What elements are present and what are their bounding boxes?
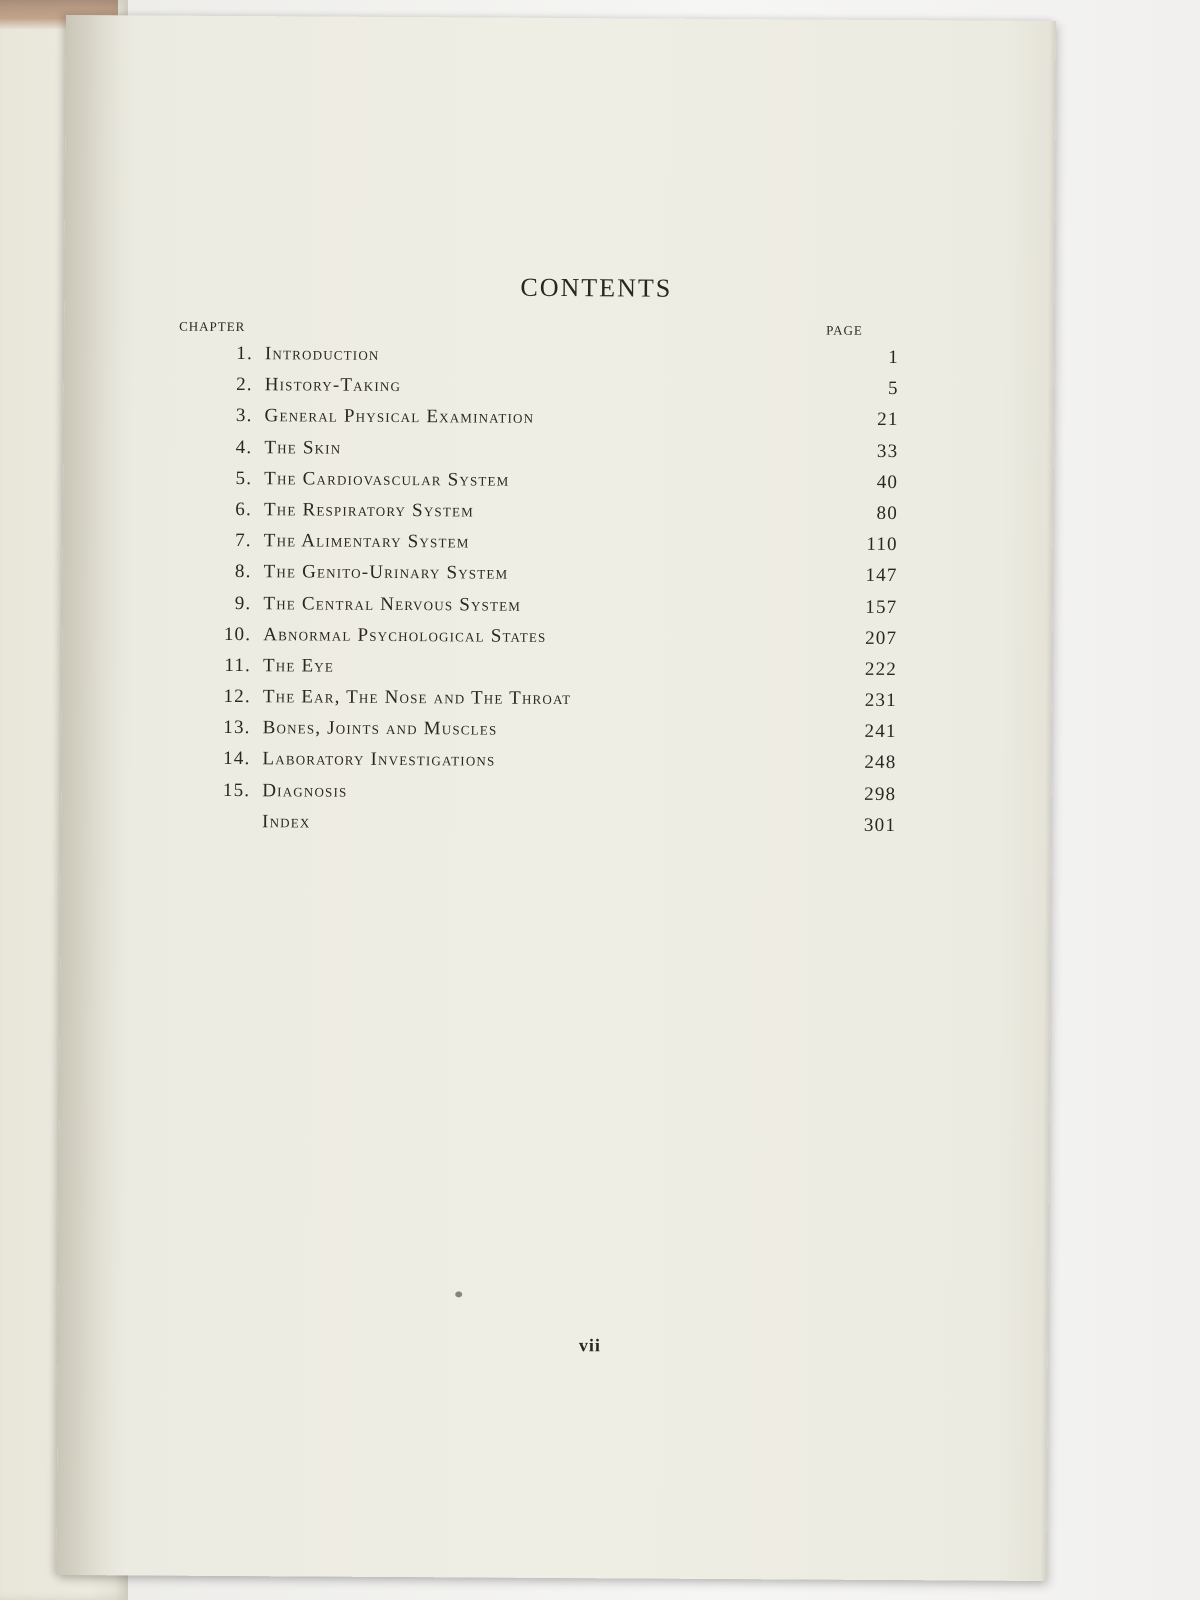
folio-page-number: vii — [578, 1335, 601, 1356]
chapter-title: Diagnosis — [262, 779, 348, 802]
page-title: CONTENTS — [520, 272, 673, 303]
toc-entry[interactable] — [178, 494, 898, 530]
toc-entry[interactable] — [177, 681, 897, 717]
page-column-heading: PAGE — [826, 322, 863, 338]
chapter-number: 1. — [236, 343, 254, 365]
toc-entry[interactable] — [179, 369, 899, 405]
toc-entry-index[interactable] — [176, 805, 896, 841]
chapter-title: The Ear, The Nose and The Throat — [262, 686, 572, 710]
page-number: 248 — [864, 752, 897, 774]
chapter-number: 3. — [235, 405, 253, 427]
chapter-number: 7. — [235, 530, 252, 552]
chapter-number: 6. — [235, 498, 253, 521]
toc-entry[interactable] — [178, 525, 898, 561]
chapter-title: Laboratory Investigations — [262, 748, 496, 772]
chapter-title: The Respiratory System — [263, 499, 474, 522]
page-number: 40 — [876, 471, 899, 493]
chapter-number: 15. — [222, 779, 251, 801]
toc-entry[interactable] — [177, 618, 897, 654]
toc-entry[interactable] — [178, 431, 898, 467]
page-number: 33 — [876, 440, 899, 462]
page-number: 80 — [876, 502, 899, 525]
toc-entry[interactable] — [176, 774, 896, 810]
chapter-number: 13. — [223, 717, 251, 739]
page-number: 222 — [864, 658, 898, 680]
page-number: 241 — [864, 721, 897, 743]
chapter-number: 8. — [234, 561, 252, 583]
chapter-number: 9. — [234, 592, 252, 614]
page-number: 301 — [863, 814, 897, 836]
chapter-number: 10. — [223, 623, 252, 645]
paper-speck — [455, 1291, 462, 1297]
page-number: 231 — [864, 689, 897, 712]
chapter-title: General Physical Examination — [264, 405, 535, 429]
chapter-title: Introduction — [264, 343, 380, 365]
page-number: 298 — [864, 783, 897, 805]
contents-page — [56, 15, 1056, 1581]
chapter-column-heading: CHAPTER — [179, 318, 246, 335]
toc-entry[interactable] — [178, 462, 898, 498]
chapter-number: 5. — [235, 467, 253, 489]
page-number: 207 — [865, 627, 898, 649]
chapter-number: 2. — [236, 374, 253, 396]
chapter-title: The Eye — [262, 655, 335, 677]
chapter-title: The Genito-Urinary System — [263, 561, 509, 585]
page-number: 1 — [888, 347, 899, 369]
toc-entry[interactable] — [176, 743, 896, 779]
page-number: 21 — [877, 409, 899, 431]
toc-entry[interactable] — [179, 338, 899, 374]
chapter-title: Bones, Joints and Muscles — [262, 717, 498, 740]
table-of-contents — [176, 338, 899, 841]
chapter-title: The Alimentary System — [263, 530, 470, 553]
chapter-number: 4. — [235, 436, 253, 458]
page-number: 147 — [865, 565, 898, 587]
index-title: Index — [262, 811, 311, 833]
toc-entry[interactable] — [177, 712, 897, 748]
page-number: 157 — [865, 596, 898, 618]
chapter-title: History-Taking — [264, 374, 402, 397]
chapter-title: The Cardiovascular System — [264, 467, 510, 491]
chapter-title: The Central Nervous System — [263, 592, 522, 616]
chapter-number: 11. — [224, 654, 252, 676]
toc-entry[interactable] — [177, 650, 897, 686]
chapter-number: 12. — [223, 686, 251, 708]
page-number: 110 — [866, 534, 898, 556]
toc-entry[interactable] — [178, 400, 898, 436]
chapter-title: Abnormal Psychological States — [263, 623, 547, 647]
chapter-number: 14. — [223, 748, 251, 770]
page-number: 5 — [887, 378, 899, 400]
toc-entry[interactable] — [177, 587, 897, 623]
chapter-title: The Skin — [264, 436, 342, 459]
toc-entry[interactable] — [178, 556, 898, 592]
